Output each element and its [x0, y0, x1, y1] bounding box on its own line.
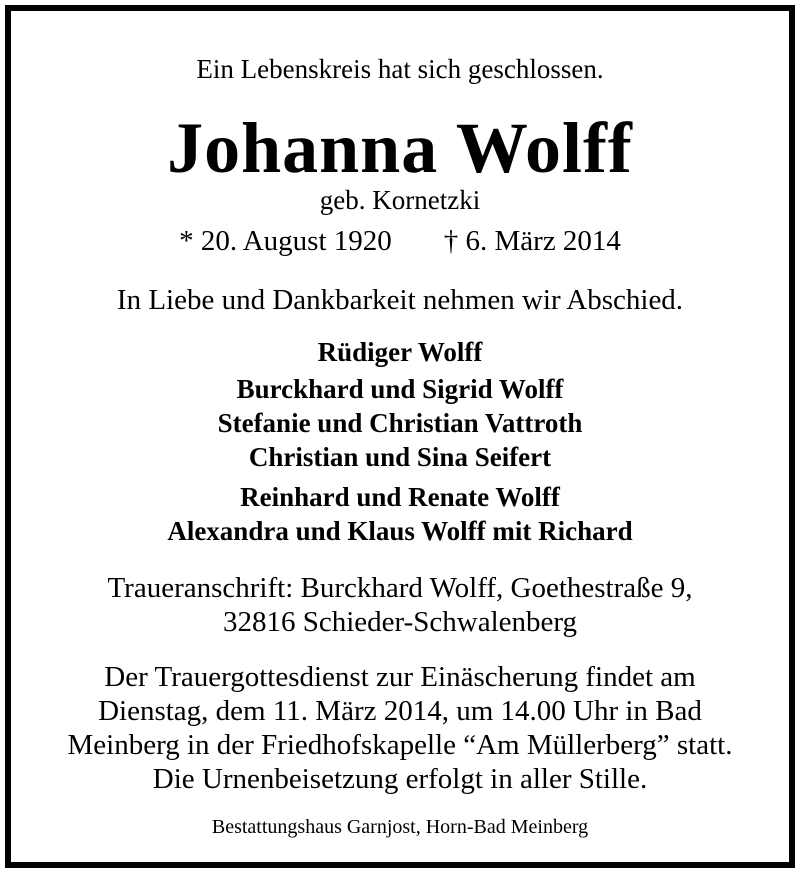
birth-date: * 20. August 1920 [179, 225, 392, 257]
maiden-name: geb. Kornetzki [319, 185, 481, 215]
service-info-line: Der Trauergottesdienst zur Einäscherung findet am [104, 661, 696, 693]
intro-text: Ein Lebenskreis hat sich geschlossen. [196, 54, 604, 84]
mourning-address-line: 32816 Schieder-Schwalenberg [222, 606, 578, 638]
mourner-line: Burckhard und Sigrid Wolff [236, 374, 564, 404]
life-dates [0, 227, 800, 256]
deceased-name: Johanna Wolff [167, 108, 633, 188]
mourner-line: Reinhard und Renate Wolff [240, 482, 560, 512]
service-info-line: Meinberg in der Friedhofskapelle “Am Müllerberg” statt. [67, 729, 733, 761]
mourner-line: Alexandra und Klaus Wolff mit Richard [167, 516, 633, 546]
mourner-line: Christian und Sina Seifert [248, 442, 552, 472]
death-date: † 6. März 2014 [443, 225, 621, 257]
farewell-text: In Liebe und Dankbarkeit nehmen wir Abschied. [116, 284, 684, 316]
mourning-address-line: Traueranschrift: Burckhard Wolff, Goethestraße 9, [107, 572, 693, 604]
mourner-line: Rüdiger Wolff [317, 337, 483, 367]
mourner-line: Stefanie und Christian Vattroth [217, 408, 583, 438]
funeral-home: Bestattungshaus Garnjost, Horn-Bad Meinberg [211, 816, 589, 838]
service-info-line: Die Urnenbeisetzung erfolgt in aller Stille. [152, 763, 648, 795]
service-info-line: Dienstag, dem 11. März 2014, um 14.00 Uhr in Bad [98, 695, 702, 727]
